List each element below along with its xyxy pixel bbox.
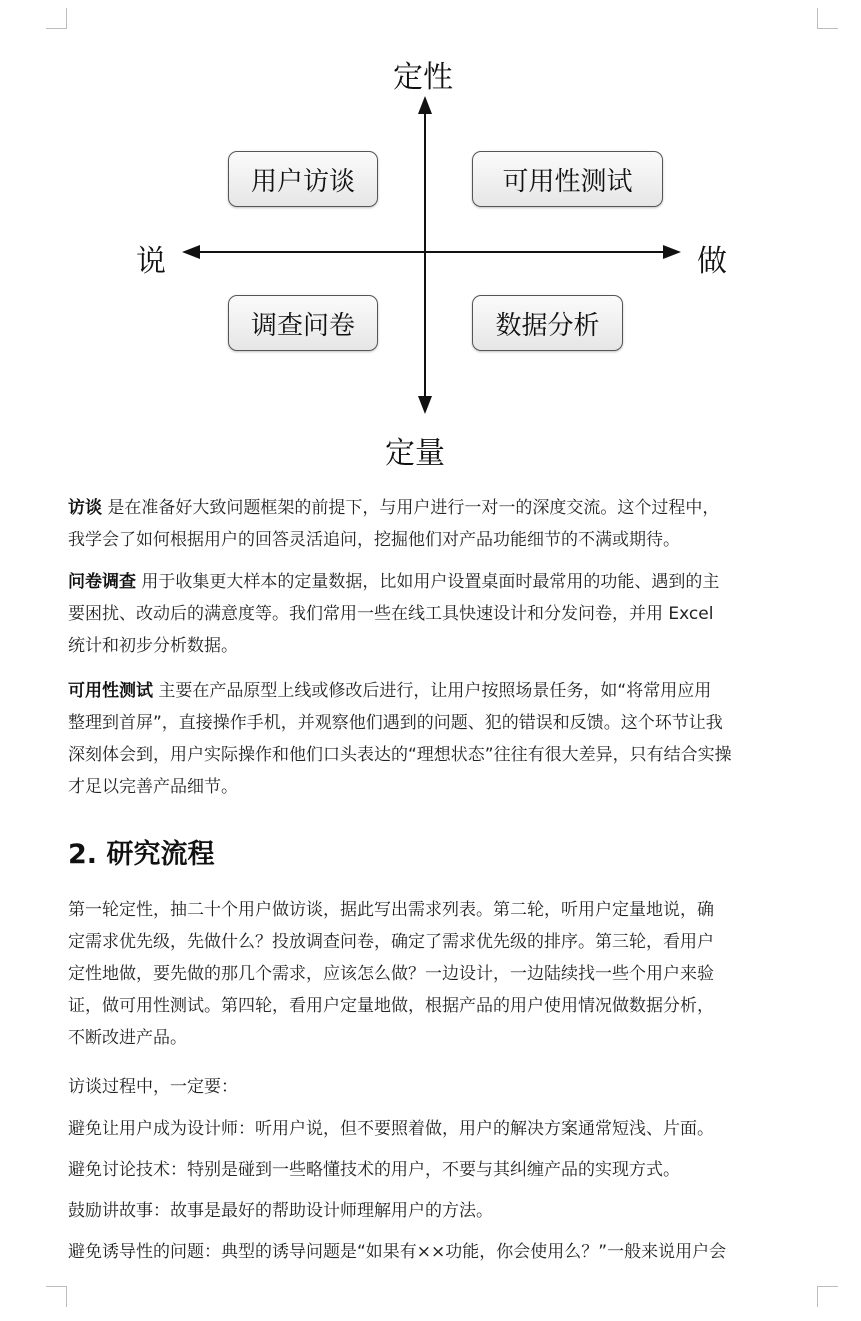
term-survey: 问卷调查 — [68, 572, 136, 592]
text-line: 统计和初步分析数据。 — [68, 636, 238, 656]
text-line: 要困扰、改动后的满意度等。我们常用一些在线工具快速设计和分发问卷，并用 Excel — [68, 604, 714, 624]
text-line: 第一轮定性，抽二十个用户做访谈，据此写出需求列表。第二轮，听用户定量地说，确 — [68, 900, 714, 920]
axis-label-quantitative: 定量 — [385, 436, 445, 471]
box-data-analysis: 数据分析 — [472, 295, 623, 351]
paragraph-interview-tips — [68, 1071, 818, 1103]
term-interview: 访谈 — [68, 498, 102, 518]
paragraph-process — [68, 894, 818, 1054]
text-span: 是在准备好大致问题框架的前提下，与用户进行一对一的深度交流。这个过程中， — [102, 498, 720, 518]
text-line: 我学会了如何根据用户的回答灵活追问，挖掘他们对产品功能细节的不满或期待。 — [68, 530, 680, 550]
axis-label-do: 做 — [697, 244, 727, 279]
text-line: 证，做可用性测试。第四轮，看用户定量地做，根据产品的用户使用情况做数据分析， — [68, 996, 714, 1016]
text-line — [68, 492, 818, 524]
axis-label-qualitative: 定性 — [393, 60, 453, 95]
text-line: 避免让用户成为设计师：听用户说，但不要照着做，用户的解决方案通常短浅、片面。 — [68, 1119, 714, 1139]
section-heading: 2. 研究流程 — [68, 839, 215, 870]
arrow-left-icon — [182, 245, 200, 259]
page-corner-mark — [817, 1286, 838, 1307]
text-line: 整理到首屏”，直接操作手机，并观察他们遇到的问题、犯的错误和反馈。这个环节让我 — [68, 713, 723, 733]
paragraph-tip-leading — [68, 1236, 818, 1268]
text-span: 用于收集更大样本的定量数据，比如用户设置桌面时最常用的功能、遇到的主 — [136, 572, 720, 592]
box-survey: 调查问卷 — [228, 295, 378, 351]
arrow-up-icon — [418, 96, 432, 114]
text-line — [68, 566, 818, 598]
arrow-down-icon — [418, 396, 432, 414]
text-line: 避免讨论技术：特别是碰到一些略懂技术的用户，不要与其纠缠产品的实现方式。 — [68, 1160, 680, 1180]
text-line — [68, 675, 818, 707]
text-line: 不断改进产品。 — [68, 1028, 187, 1048]
paragraph-tip-technology — [68, 1154, 818, 1186]
page-corner-mark — [46, 1286, 67, 1307]
paragraph-usability — [68, 675, 818, 803]
text-line: 鼓励讲故事：故事是最好的帮助设计师理解用户的方法。 — [68, 1201, 493, 1221]
text-line: 定需求优先级，先做什么？投放调查问卷，确定了需求优先级的排序。第三轮，看用户 — [68, 932, 714, 952]
paragraph-tip-designer — [68, 1113, 818, 1145]
paragraph-interview — [68, 492, 818, 556]
paragraph-tip-story — [68, 1195, 818, 1227]
text-line: 定性地做，要先做的那几个需求，应该怎么做？一边设计，一边陆续找一些个用户来验 — [68, 964, 714, 984]
research-methods-diagram — [0, 0, 861, 480]
text-line: 避免诱导性的问题：典型的诱导问题是“如果有××功能，你会使用么？”一般来说用户会 — [68, 1242, 727, 1262]
axis-label-say: 说 — [136, 244, 166, 279]
arrow-right-icon — [663, 245, 681, 259]
text-line: 才足以完善产品细节。 — [68, 777, 238, 797]
term-usability: 可用性测试 — [68, 681, 153, 701]
box-user-interview: 用户访谈 — [228, 151, 378, 207]
paragraph-survey — [68, 566, 818, 662]
text-line: 深刻体会到，用户实际操作和他们口头表达的“理想状态”往往有很大差异，只有结合实操 — [68, 745, 732, 765]
box-usability-test: 可用性测试 — [472, 151, 663, 207]
text-span: 主要在产品原型上线或修改后进行，让用户按照场景任务，如“将常用应用 — [153, 681, 712, 701]
text-line: 访谈过程中，一定要： — [68, 1077, 238, 1097]
